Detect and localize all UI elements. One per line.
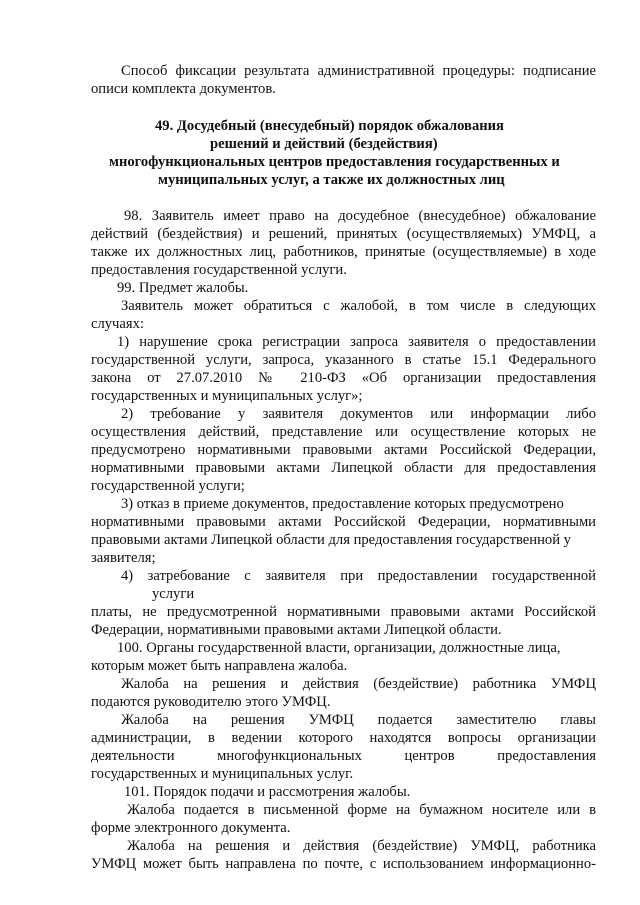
paragraph-line: правовыми актами Липецкой области для предоставления государственной у [91,532,571,548]
paragraph-line: Жалоба на решения и действия (бездействие) работника УМФЦ [121,676,596,692]
paragraph-line: государственных и муниципальных услуг. [91,766,354,782]
paragraph-line: нормативными правовыми актами Российской Федерации, нормативными [91,514,596,530]
section-heading: многофункциональных центров предоставления государственных и [109,154,560,170]
paragraph-line: описи комплекта документов. [91,81,276,97]
paragraph-line: 99. Предмет жалобы. [117,280,249,296]
section-heading: 49. Досудебный (внесудебный) порядок обжалования [155,118,504,134]
paragraph-line: Способ фиксации результата административной процедуры: подписание [121,63,596,79]
section-heading: муниципальных услуг, а также их должностных лиц [158,172,505,188]
paragraph-line: подаются руководителю этого УМФЦ. [91,694,331,710]
paragraph-line: 3) отказ в приеме документов, предоставление которых предусмотрено [121,496,564,512]
paragraph-line: 100. Органы государственной власти, организации, должностные лица, [117,640,561,656]
paragraph-line: действий (бездействия) и решений, принятых (осуществляемых) УМФЦ, а [91,226,596,242]
paragraph-line: 2) требование у заявителя документов или информации либо [121,406,596,422]
paragraph-line: также их должностных лиц, работников, принятые (осуществляемые) в ходе [91,244,596,260]
paragraph-line: форме электронного документа. [91,820,291,836]
paragraph-line: 4) затребование с заявителя при предоставлении государственной [121,568,596,584]
paragraph-line: УМФЦ может быть направлена по почте, с использованием информационно- [91,856,596,872]
paragraph-line: Федерации, нормативными правовыми актами Липецкой области. [91,622,502,638]
paragraph-line: закона от 27.07.2010 № 210-ФЗ «Об организации предоставления [91,370,596,386]
paragraph-line: 98. Заявитель имеет право на досудебное (внесудебное) обжалование [124,208,596,224]
paragraph-line: услуги [152,586,195,602]
paragraph-line: предоставления государственной услуги. [91,262,347,278]
paragraph-line: предусмотрено нормативными правовыми актами Российской Федерации, [91,442,596,458]
paragraph-line: Жалоба на решения и действия (бездействие) УМФЦ, работника [127,838,596,854]
paragraph-line: Жалоба подается в письменной форме на бумажном носителе или в [127,802,596,818]
paragraph-line: которым может быть направлена жалоба. [91,658,348,674]
paragraph-line: государственных и муниципальных услуг»; [91,388,363,404]
paragraph-line: осуществления действий, представление или осуществление которых не [91,424,596,440]
paragraph-line: платы, не предусмотренной нормативными правовыми актами Российской [91,604,596,620]
paragraph-line: администрации, в ведении которого находятся вопросы организации [91,730,596,746]
paragraph-line: Жалоба на решения УМФЦ подается заместителю главы [121,712,596,728]
paragraph-line: государственной услуги; [91,478,245,494]
paragraph-line: нормативными правовыми актами Липецкой области для предоставления [91,460,596,476]
section-heading: решений и действий (бездействия) [210,136,438,152]
paragraph-line: случаях: [91,316,144,332]
paragraph-line: государственной услуги, запроса, указанного в статье 15.1 Федерального [91,352,596,368]
paragraph-line: деятельности многофункциональных центров предоставления [91,748,596,764]
paragraph-line: 101. Порядок подачи и рассмотрения жалобы. [124,784,411,800]
paragraph-line: 1) нарушение срока регистрации запроса заявителя о предоставлении [117,334,596,350]
paragraph-line: заявителя; [91,550,156,566]
paragraph-line: Заявитель может обратиться с жалобой, в том числе в следующих [121,298,596,314]
